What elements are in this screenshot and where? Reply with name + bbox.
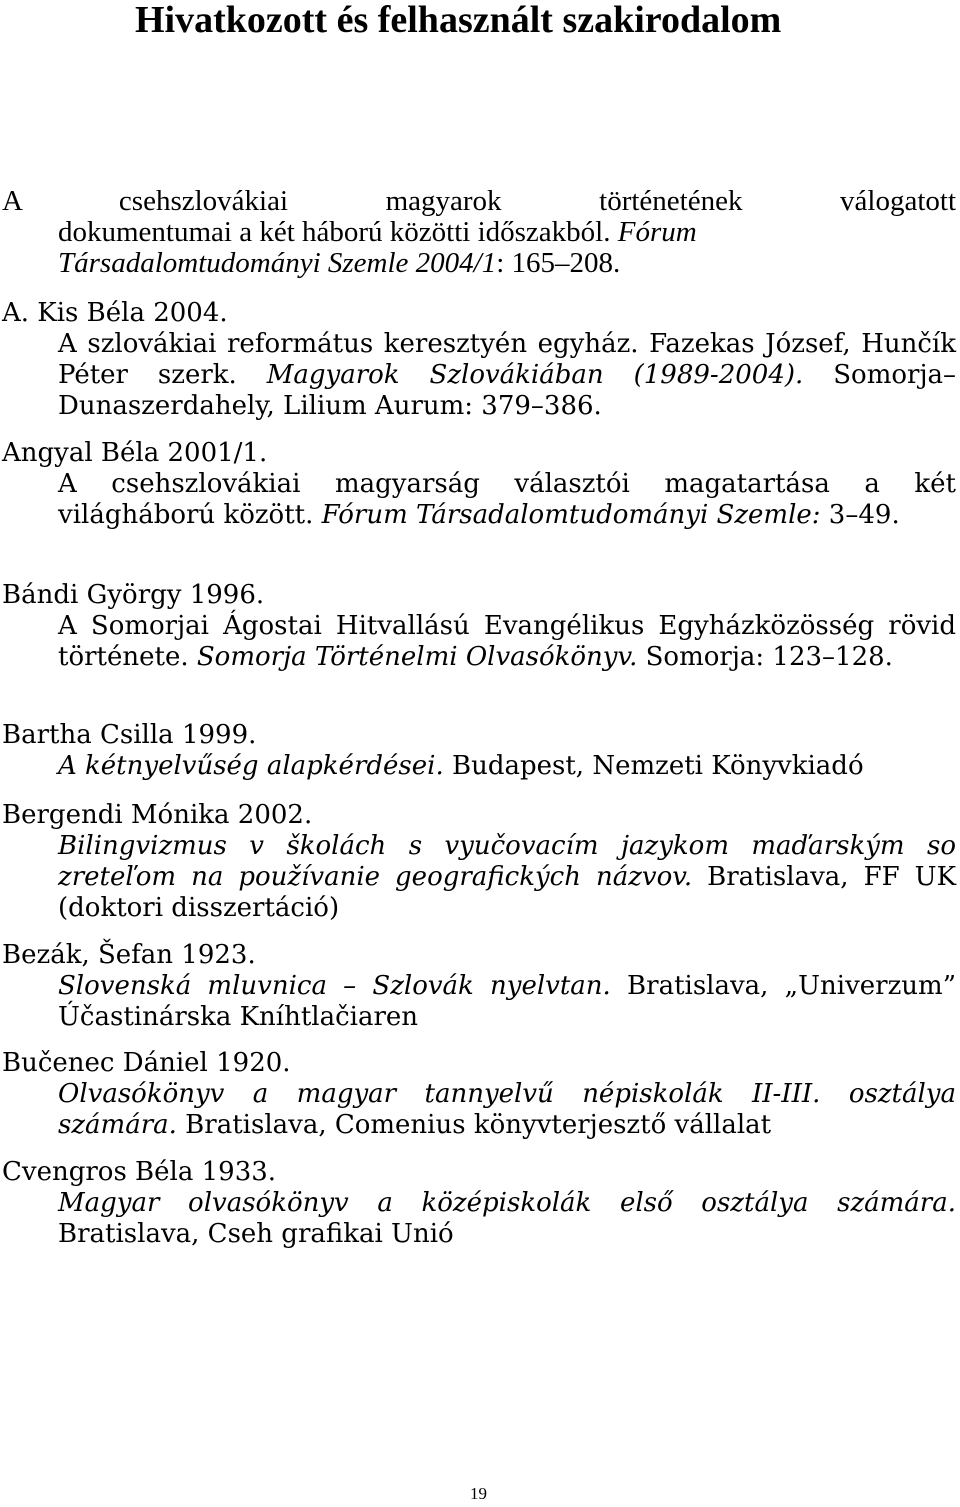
reference-body	[2, 971, 956, 1033]
reference-body	[2, 329, 956, 422]
reference-text: A szlovákiai református keresztyén egyház. Fazekas József, Hunčík Péter szerk.	[58, 329, 956, 390]
reference-entry	[2, 940, 956, 1033]
reference-author-year: Cvengros Béla 1933.	[2, 1157, 277, 1187]
reference-text: A Somorjai Ágostai Hitvallású Evangélikus Egyházközösség rövid története.	[58, 611, 956, 672]
reference-tail: 3–49.	[820, 500, 900, 530]
reference-tail: Somorja–Dunaszerdahely, Lilium Aurum: 379–386.	[58, 360, 957, 421]
reference-italic-title: Somorja Történelmi Olvasókönyv.	[196, 642, 638, 672]
reference-author-year: Bergendi Mónika 2002.	[2, 800, 313, 830]
reference-author-year: Bučenec Dániel 1920.	[2, 1048, 291, 1078]
reference-tail: Somorja: 123–128.	[637, 642, 893, 672]
reference-body	[2, 611, 956, 673]
reference-entry	[2, 720, 956, 782]
reference-tail: : 165–208.	[496, 247, 621, 279]
reference-italic-title: A kétnyelvűség alapkérdései.	[58, 751, 444, 781]
reference-tail: Bratislava, Cseh grafikai Unió	[58, 1219, 454, 1249]
reference-tail: Bratislava, FF UK (doktori disszertáció)	[58, 862, 956, 923]
reference-body	[2, 1079, 956, 1141]
reference-first-line: A csehszlovákiai magyarok történetének válogatott	[2, 185, 956, 217]
reference-author-year: Bándi György 1996.	[2, 580, 265, 610]
reference-entry	[2, 298, 956, 422]
reference-italic-title: Magyar olvasókönyv a középiskolák első osztálya számára.	[58, 1188, 956, 1218]
reference-italic-title: Fórum Társadalomtudományi Szemle:	[321, 500, 821, 530]
reference-entry	[2, 186, 956, 279]
reference-text: A csehszlovákiai magyarság választói magatartása a két világháború között.	[58, 469, 956, 530]
reference-body	[2, 751, 956, 782]
reference-entry	[2, 1157, 956, 1250]
reference-entry	[2, 580, 956, 673]
reference-tail: Budapest, Nemzeti Könyvkiadó	[443, 751, 864, 781]
reference-italic-title: Bilingvizmus v školách s vyučovacím jazykom maďarským so zreteľom na používanie geografických názvov.	[58, 831, 956, 892]
reference-body	[2, 469, 956, 531]
reference-italic-title: Olvasókönyv a magyar tannyelvű népiskolák II-III. osztálya számára.	[58, 1079, 956, 1140]
reference-body	[2, 186, 956, 279]
reference-body	[2, 831, 956, 924]
reference-author-year: Bartha Csilla 1999.	[2, 720, 257, 750]
reference-italic-title: Magyarok Szlovákiában (1989-2004).	[266, 360, 804, 390]
reference-text: dokumentumai a két háború közötti időszakból.	[58, 216, 618, 248]
page-number: 19	[470, 1484, 487, 1503]
reference-entry	[2, 438, 956, 531]
reference-italic-title: Fórum Társadalomtudományi Szemle 2004/1	[58, 216, 697, 279]
reference-entry	[2, 800, 956, 924]
page-title: Hivatkozott és felhasznált szakirodalom	[135, 0, 782, 41]
reference-tail: Bratislava, „Univerzum” Účastinárska Kníhtlačiaren	[58, 971, 956, 1032]
reference-author-year: Angyal Béla 2001/1.	[2, 438, 268, 468]
reference-author-year: A. Kis Béla 2004.	[2, 298, 228, 328]
reference-body	[2, 1188, 956, 1250]
reference-continuation	[2, 217, 956, 279]
reference-tail: Bratislava, Comenius könyvterjesztő vállalat	[176, 1110, 772, 1140]
reference-author-year: Bezák, Šefan 1923.	[2, 940, 256, 970]
reference-italic-title: Slovenská mluvnica – Szlovák nyelvtan.	[58, 971, 611, 1001]
reference-entry	[2, 1048, 956, 1141]
